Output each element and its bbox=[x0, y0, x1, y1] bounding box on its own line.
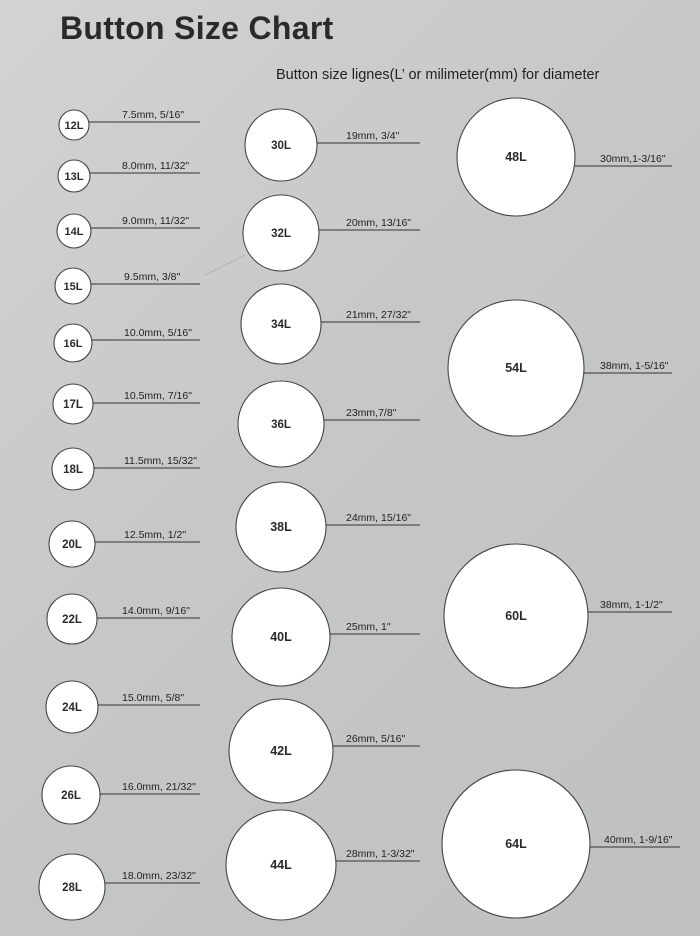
button-spec-label: 24mm, 15/16" bbox=[346, 512, 412, 524]
button-size-label: 13L bbox=[64, 171, 84, 183]
button-30l bbox=[245, 109, 420, 181]
button-spec-label: 9.5mm, 3/8" bbox=[124, 271, 181, 283]
button-spec-label: 28mm, 1-3/32" bbox=[346, 848, 415, 860]
button-size-label: 60L bbox=[505, 609, 527, 623]
button-spec-label: 16.0mm, 21/32" bbox=[122, 781, 196, 793]
button-42l bbox=[229, 699, 420, 803]
button-34l bbox=[241, 284, 420, 364]
button-size-label: 44L bbox=[270, 858, 292, 872]
button-spec-label: 12.5mm, 1/2" bbox=[124, 529, 187, 541]
button-28l bbox=[39, 854, 200, 920]
button-spec-label: 38mm, 1-1/2" bbox=[600, 599, 663, 611]
button-spec-label: 21mm, 27/32" bbox=[346, 309, 412, 321]
button-32l bbox=[243, 195, 420, 271]
button-size-label: 16L bbox=[63, 338, 83, 350]
button-size-label: 54L bbox=[505, 361, 527, 375]
button-size-label: 12L bbox=[64, 120, 84, 132]
button-size-label: 36L bbox=[271, 419, 291, 431]
button-12l bbox=[59, 109, 200, 140]
chart-subtitle: Button size lignes(L’ or milimeter(mm) for diameter bbox=[276, 67, 600, 83]
button-size-label: 18L bbox=[63, 464, 83, 476]
button-spec-label: 23mm,7/8" bbox=[346, 407, 397, 419]
button-spec-label: 15.0mm, 5/8" bbox=[122, 692, 185, 704]
button-60l bbox=[444, 544, 672, 688]
button-spec-label: 10.0mm, 5/16" bbox=[124, 327, 192, 339]
button-size-label: 40L bbox=[270, 630, 292, 644]
button-size-label: 24L bbox=[62, 702, 82, 714]
button-54l bbox=[448, 300, 672, 436]
button-size-label: 15L bbox=[63, 281, 83, 293]
button-17l bbox=[53, 384, 200, 424]
button-64l bbox=[442, 770, 680, 918]
button-spec-label: 20mm, 13/16" bbox=[346, 217, 412, 229]
button-44l bbox=[226, 810, 420, 920]
button-spec-label: 19mm, 3/4" bbox=[346, 130, 400, 142]
button-20l bbox=[49, 521, 200, 567]
button-size-label: 34L bbox=[271, 319, 291, 331]
page-title: Button Size Chart bbox=[60, 10, 334, 46]
button-size-label: 32L bbox=[271, 228, 291, 240]
button-14l bbox=[57, 214, 200, 248]
button-spec-label: 10.5mm, 7/16" bbox=[124, 390, 192, 402]
button-size-label: 22L bbox=[62, 614, 82, 626]
button-36l bbox=[238, 381, 420, 467]
button-size-label: 28L bbox=[62, 882, 82, 894]
button-spec-label: 30mm,1-3/16" bbox=[600, 153, 666, 165]
button-size-label: 64L bbox=[505, 837, 527, 851]
button-spec-label: 38mm, 1-5/16" bbox=[600, 360, 669, 372]
button-size-label: 17L bbox=[63, 399, 83, 411]
button-spec-label: 18.0mm, 23/32" bbox=[122, 870, 196, 882]
button-spec-label: 8.0mm, 11/32" bbox=[122, 160, 190, 172]
decorative-line bbox=[205, 255, 245, 275]
button-spec-label: 26mm, 5/16" bbox=[346, 733, 406, 745]
button-38l bbox=[236, 482, 420, 572]
button-size-label: 42L bbox=[270, 744, 292, 758]
button-spec-label: 9.0mm, 11/32" bbox=[122, 215, 190, 227]
button-size-label: 26L bbox=[61, 790, 81, 802]
button-40l bbox=[232, 588, 420, 686]
button-spec-label: 14.0mm, 9/16" bbox=[122, 605, 190, 617]
button-26l bbox=[42, 766, 200, 824]
button-spec-label: 40mm, 1-9/16" bbox=[604, 834, 673, 846]
button-15l bbox=[55, 268, 200, 304]
button-size-label: 20L bbox=[62, 539, 82, 551]
button-16l bbox=[54, 324, 200, 362]
button-size-label: 48L bbox=[505, 150, 527, 164]
button-size-label: 14L bbox=[64, 226, 84, 238]
button-size-label: 30L bbox=[271, 140, 291, 152]
button-24l bbox=[46, 681, 200, 733]
button-spec-label: 25mm, 1" bbox=[346, 621, 391, 633]
button-22l bbox=[47, 594, 200, 644]
button-size-label: 38L bbox=[270, 520, 292, 534]
button-18l bbox=[52, 448, 200, 490]
button-48l bbox=[457, 98, 672, 216]
button-spec-label: 7.5mm, 5/16" bbox=[122, 109, 185, 121]
button-13l bbox=[58, 160, 200, 192]
button-spec-label: 11.5mm, 15/32" bbox=[124, 455, 197, 467]
